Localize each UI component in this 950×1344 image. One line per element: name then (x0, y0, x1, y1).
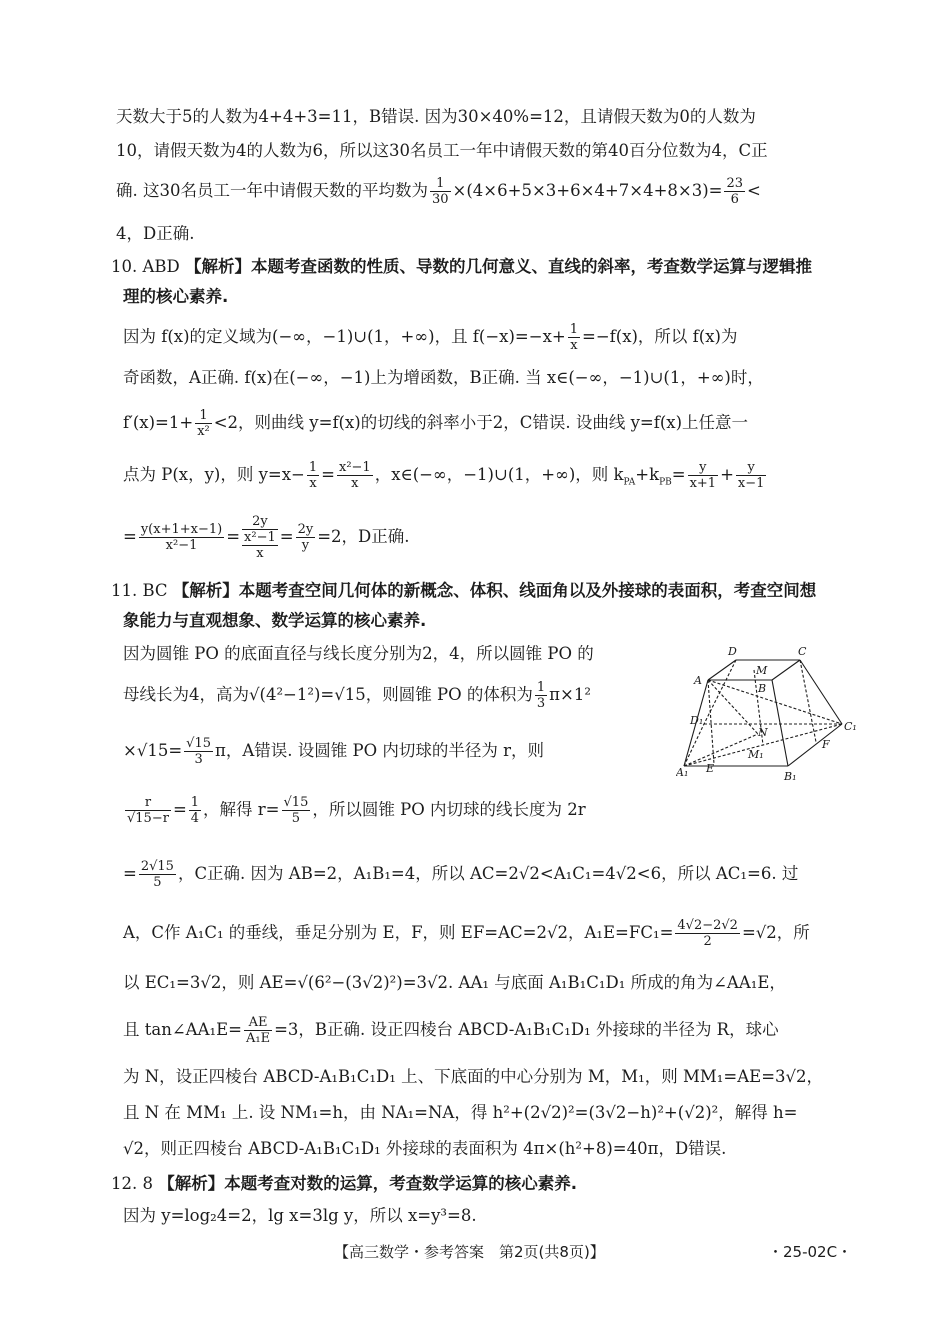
text-segment: A，C作 A₁C₁ 的垂线，垂足分别为 E，F，则 EF=AC=2√2，A₁E=FC₁= (123, 923, 674, 942)
fraction-denominator: 5 (291, 811, 301, 826)
fraction (688, 460, 719, 491)
label-c: C (798, 645, 807, 658)
question-number: 10. ABD (111, 257, 180, 276)
question-summary: 本题考查空间几何体的新概念、体积、线面角以及外接球的表面积，考查空间想 (238, 581, 817, 600)
fraction-denominator: y (301, 538, 310, 553)
fraction-numerator: 1 (536, 680, 546, 695)
fraction-numerator: 2√15 (140, 859, 174, 874)
fraction (189, 795, 201, 826)
fraction-denominator: 5 (153, 875, 162, 890)
text-line (123, 680, 653, 711)
question-summary-cont (123, 609, 860, 633)
fraction (244, 1015, 272, 1046)
text-segment: <2，则曲线 y=f(x)的切线的斜率小于2，C错误. 设曲线 y=f(x)上任意一 (213, 413, 749, 432)
label-m1: M₁ (748, 748, 764, 761)
fraction (675, 918, 740, 949)
text-segment: 确. 这30名员工一年中请假天数的平均数为 (116, 181, 428, 200)
diag-ac1 (708, 680, 842, 724)
text-segment: = (123, 864, 137, 883)
text-line (123, 736, 653, 767)
fraction-numerator: r (125, 795, 171, 811)
seg-na1 (684, 734, 758, 766)
question-number: 11. BC (111, 581, 168, 600)
fraction-numerator: √15 (283, 795, 309, 810)
label-a1: A₁ (676, 766, 689, 779)
text-segment: = (226, 527, 241, 546)
fraction (125, 795, 171, 826)
text-segment: 点为 P(x，y)，则 y=x− (123, 465, 305, 484)
fraction-denominator: A₁E (245, 1031, 271, 1046)
edge-b1c1 (788, 724, 842, 766)
fraction-denominator: x (256, 546, 264, 561)
label-f: F (822, 738, 830, 751)
fraction (535, 680, 547, 711)
text-line (116, 176, 860, 207)
fraction-denominator: x (309, 476, 317, 491)
fraction-numerator: y (736, 460, 767, 476)
text-segment: = (671, 465, 686, 484)
fraction (184, 736, 213, 767)
question-12-header (111, 1172, 855, 1196)
text-line (123, 408, 860, 439)
fraction-numerator: √15 (186, 736, 211, 751)
text-segment: =2，D正确. (317, 527, 410, 546)
subscript: PB (659, 477, 672, 488)
label-n: N (758, 726, 768, 739)
text-line (123, 514, 860, 561)
text-segment: =−f(x)，所以 f(x)为 (582, 327, 738, 346)
text-segment: 母线长为4，高为√(4²−1²)=√15，则圆锥 PO 的体积为 (123, 685, 533, 704)
question-summary-cont (123, 285, 860, 309)
fraction-denominator: x (570, 338, 578, 353)
text-segment: ，C正确. 因为 AB=2，A₁B₁=4，所以 AC=2√2<A₁C₁=4√2<6，所以 AC₁=6. 过 (177, 864, 799, 883)
text-line: √2，则正四棱台 ABCD-A₁B₁C₁D₁ 外接球的表面积为 4π×(h²+8)=40π，D错误. (123, 1139, 727, 1158)
question-number: 12. 8 (111, 1174, 153, 1193)
edge-bb1 (772, 680, 788, 766)
fraction-numerator: 1 (430, 176, 451, 192)
fraction-denominator: 2 (703, 934, 712, 949)
fraction-denominator: x+1 (689, 476, 717, 491)
fraction (195, 408, 212, 439)
text-line (123, 918, 860, 949)
subscript: PA (623, 477, 636, 488)
fraction-denominator: 3 (194, 752, 203, 767)
text-segment: = (172, 800, 187, 819)
fraction-numerator: 2y (297, 522, 314, 537)
fraction (430, 176, 451, 207)
edge-ad (708, 660, 736, 680)
fraction (242, 514, 278, 561)
text-segment: =√2，所 (741, 923, 810, 942)
label-m: M (756, 664, 768, 677)
analysis-tag: 【解析】 (172, 581, 239, 600)
fraction (724, 176, 745, 207)
fraction (337, 460, 373, 491)
label-d1: D₁ (690, 714, 704, 727)
text-line (123, 795, 653, 826)
fraction-numerator: 2y (242, 514, 278, 530)
text-segment: f′(x)=1+ (123, 413, 194, 432)
text-segment: ，x∈(−∞，−1)∪(1，+∞)，则 k (374, 465, 624, 484)
fraction (296, 522, 316, 553)
fraction-numerator: x²−1 (338, 460, 371, 475)
text-segment: < (747, 181, 761, 200)
text-segment: = (123, 527, 137, 546)
edge-bc (772, 660, 800, 680)
frustum-figure (676, 640, 866, 790)
fraction (307, 460, 319, 491)
text-segment: ，所以圆锥 PO 内切球的线长度为 2r (312, 800, 586, 819)
footer-code: ・25-02C・ (768, 1243, 853, 1261)
question-summary: 象能力与直观想象、数学运算的核心素养. (123, 611, 427, 630)
text-segment: ，解得 r= (203, 800, 280, 819)
question-summary: 本题考查函数的性质、导数的几何意义、直线的斜率，考查数学运算与逻辑推 (251, 257, 813, 276)
text-line: 天数大于5的人数为4+4+3=11，B错误. 因为30×40%=12，且请假天数为0的人数为 (116, 107, 756, 126)
question-10-header (111, 255, 855, 279)
fraction-denominator: x²−1 (165, 538, 198, 553)
fraction-denominator: 4 (190, 811, 200, 826)
text-line: 因为圆锥 PO 的底面直径与线长度分别为2，4，所以圆锥 PO 的 (123, 644, 594, 663)
text-segment: = (321, 465, 335, 484)
text-segment: 且 tan∠AA₁E= (123, 1020, 242, 1039)
fraction-numerator: 23 (726, 176, 744, 191)
fraction-numerator: 1 (195, 408, 212, 424)
text-line: 且 N 在 MM₁ 上. 设 NM₁=h，由 NA₁=NA，得 h²+(2√2)²=(3√2−h)²+(√2)²，解得 h= (123, 1103, 798, 1122)
fraction (139, 522, 224, 553)
label-b1: B₁ (784, 770, 797, 783)
fraction-denominator: 3 (536, 696, 546, 711)
fraction (736, 460, 767, 491)
frustum-diagram (676, 640, 866, 790)
fraction-numerator: 4√2−2√2 (677, 918, 738, 933)
text-line (123, 460, 860, 494)
text-line (123, 1015, 860, 1046)
text-line: 4，D正确. (116, 224, 195, 243)
fraction-numerator: 1 (190, 795, 200, 810)
text-line (123, 322, 860, 353)
fraction-denominator: x−1 (737, 476, 765, 491)
label-e: E (706, 762, 715, 775)
fraction-denominator: 6 (730, 192, 739, 207)
fraction-numerator: y(x+1+x−1) (140, 522, 223, 537)
text-line: 10，请假天数为4的人数为6，所以这30名员工一年中请假天数的第40百分位数为4，C正 (116, 141, 768, 160)
fraction (568, 322, 580, 353)
text-segment: 因为 f(x)的定义域为(−∞，−1)∪(1，+∞)，且 f(−x)=−x+ (123, 327, 566, 346)
text-line: 因为 y=log₂4=2，lg x=3lg y，所以 x=y³=8. (123, 1206, 477, 1225)
fraction-denominator: x² (197, 424, 210, 439)
text-line: 为 N，设正四棱台 ABCD-A₁B₁C₁D₁ 上、下底面的中心分别为 M，M₁，则 MM₁=AE=3√2， (123, 1067, 824, 1086)
text-segment: + (720, 465, 734, 484)
label-c1: C₁ (844, 720, 857, 733)
fraction (282, 795, 311, 826)
perp-ae (708, 680, 714, 764)
text-line: 奇函数，A正确. f(x)在(−∞，−1)上为增函数，B正确. 当 x∈(−∞，−1)∪(1，+∞)时， (123, 368, 764, 387)
question-summary: 理的核心素养. (123, 287, 229, 306)
fraction-numerator: 1 (308, 460, 318, 475)
question-11-header (111, 579, 855, 603)
analysis-tag: 【解析】 (158, 1174, 225, 1193)
fraction-numerator: AE (244, 1015, 272, 1031)
fraction-numerator: y (688, 460, 719, 476)
text-line (123, 859, 860, 890)
footer-page-info: 【高三数学・参考答案 第2页(共8页)】 (334, 1243, 605, 1261)
fraction-denominator: √15−r (127, 811, 169, 826)
label-a: A (694, 674, 702, 687)
label-d: D (728, 645, 737, 658)
text-segment: π，A错误. 设圆锥 PO 内切球的半径为 r，则 (215, 741, 545, 760)
label-b: B (758, 682, 767, 695)
fraction-denominator: x²−1 (244, 530, 276, 545)
fraction-denominator: x (351, 476, 359, 491)
text-segment: +k (635, 465, 660, 484)
text-segment: ×√15= (123, 741, 183, 760)
text-segment: = (279, 527, 294, 546)
fraction-numerator: 1 (569, 322, 578, 337)
text-segment: =3，B正确. 设正四棱台 ABCD-A₁B₁C₁D₁ 外接球的半径为 R，球心 (274, 1020, 779, 1039)
text-segment: π×1² (549, 685, 591, 704)
fraction-denominator: 30 (432, 192, 449, 207)
analysis-tag: 【解析】 (185, 257, 252, 276)
text-segment: ×(4×6+5×3+6×4+7×4+8×3)= (452, 181, 723, 200)
fraction (139, 859, 176, 890)
text-line: 以 EC₁=3√2，则 AE=√(6²−(3√2)²)=3√2. AA₁ 与底面 A₁B₁C₁D₁ 所成的角为∠AA₁E， (123, 973, 786, 992)
question-summary: 本题考查对数的运算，考查数学运算的核心素养. (224, 1174, 578, 1193)
